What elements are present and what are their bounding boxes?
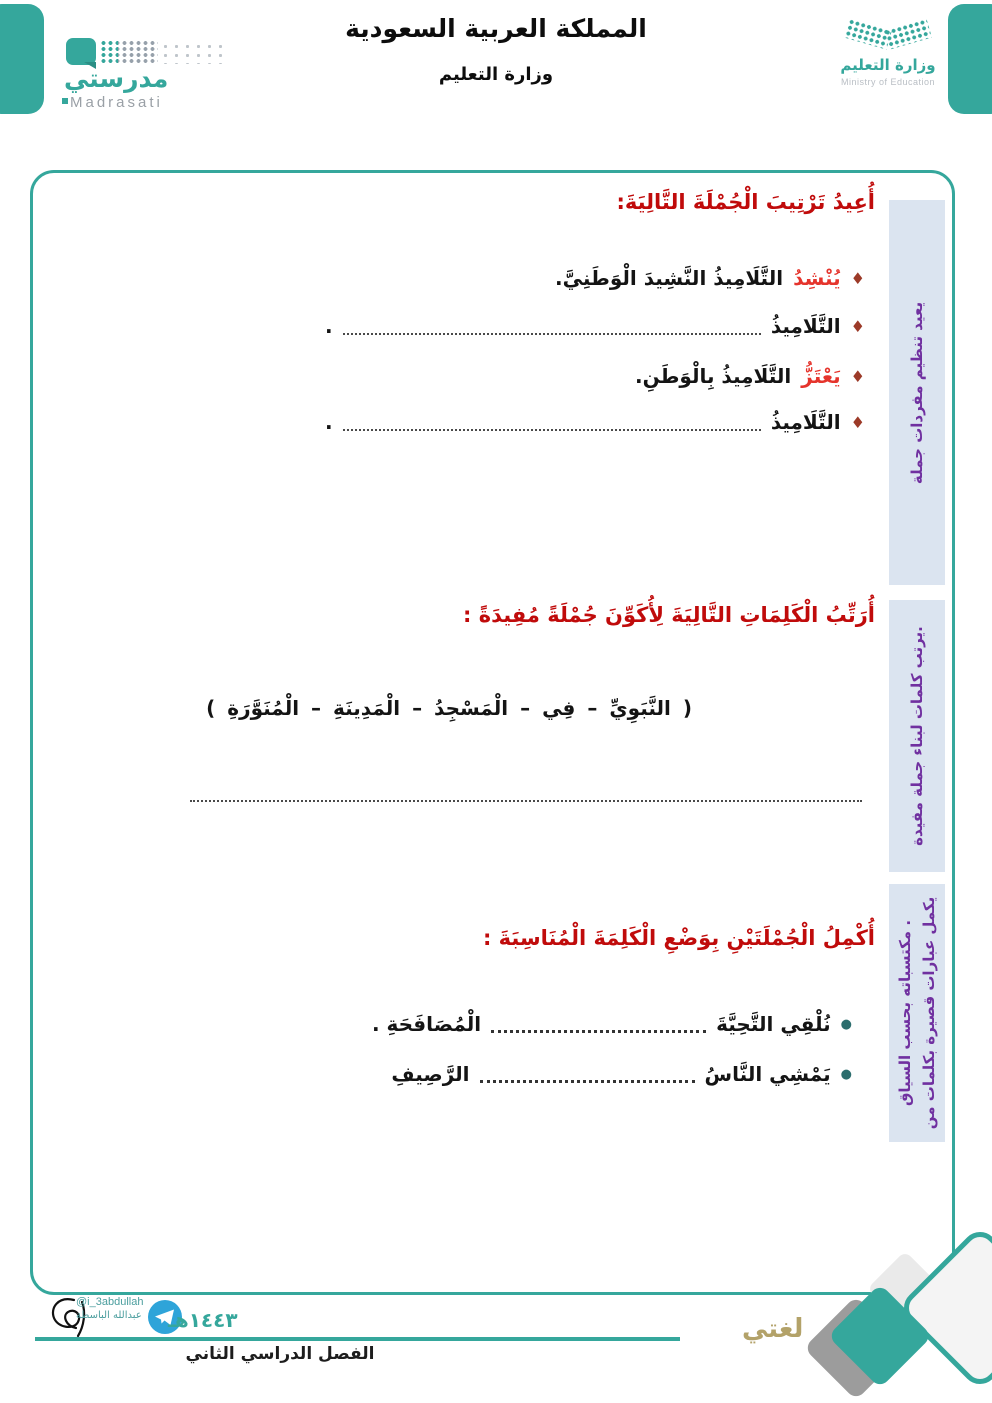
sidebar-skill-1 [889,200,945,585]
footer-divider [35,1337,680,1341]
list-item [372,1062,852,1086]
madrasati-dot-grid-teal [100,40,118,64]
example-text: التَّلَامِيذُ بِالْوَطَنِ. [634,364,792,388]
round-bullet-icon: ● [840,1016,852,1032]
telegram-handle: @i_3abdullah [76,1296,144,1308]
sentence-start: يَمْشِي النَّاسُ [704,1062,831,1086]
example-verb: يَعْتَزُّ [801,364,841,388]
telegram-name: عبدالله الباسطة [76,1309,142,1321]
answer-prompt: التَّلَامِيذُ [770,410,841,434]
madrasati-bubble-icon [66,38,96,65]
sidebar-skill-1-label: يعيد تنظيم مفردات جملة [908,301,926,484]
hijri-year: ١٤٤٣هـ [168,1308,238,1332]
telegram-credit [76,1296,150,1322]
sentence-end: الْمُصَافَحَةِ . [371,1012,482,1036]
diamond-bullet-icon: ♦ [850,412,865,432]
answer-line-end: . [325,410,333,434]
answer-prompt: التَّلَامِيذُ [770,314,841,338]
section1-list [325,266,865,434]
sidebar-skill-2 [889,600,945,872]
list-item [325,314,865,338]
madrasati-arabic-wordmark: مدرستي [64,64,169,93]
example-verb: يُنْشِدُ [793,266,841,290]
subject-label: لغتي [742,1314,804,1344]
list-item [325,410,865,434]
section3-list [372,1012,852,1086]
list-item [372,1012,852,1036]
sidebar-skill-3-label-line1: يكمل عبارات قصيرة بكلمات من [920,896,939,1130]
moe-arabic-label: وزارة التعليم [840,56,936,74]
answer-line [190,800,862,802]
sidebar-skill-3-label-line2: مكتسباته بحسب السياق . [895,919,914,1107]
madrasati-square-dot [62,98,68,104]
sidebar-skill-2-label: يرتب كلمات لبناء جملة مفيدة. [908,626,926,846]
madrasati-logo [58,28,278,110]
sentence-end: الرَّصِيفِ [391,1062,470,1086]
moe-english-label: Ministry of Education [840,77,936,87]
answer-line [491,1030,706,1033]
answer-line [480,1080,695,1083]
diamond-bullet-icon: ♦ [850,268,865,288]
moe-palm-dots-icon [818,24,958,54]
list-item [325,266,865,290]
answer-line [343,429,761,431]
section3-title: أُكْمِلُ الْجُمْلَتَيْنِ بِوَضْعِ الْكَلِمَةَ الْمُنَاسِبَةَ : [482,926,875,950]
madrasati-dot-scatter [160,42,222,64]
madrasati-latin-wordmark: Madrasati [70,94,163,111]
round-bullet-icon: ● [840,1066,852,1082]
sidebar-skill-3 [889,884,945,1142]
word-bank: ( النَّبَوِيِّ – فِي – الْمَسْجِدُ – الْمَدِينَةِ – الْمُنَوَّرَةِ ) [206,696,692,720]
example-text: التَّلَامِيذُ النَّشِيدَ الْوَطَنِيَّ. [555,266,784,290]
ministry-of-education-logo [818,22,958,87]
answer-line-end: . [325,314,333,338]
diamond-bullet-icon: ♦ [850,366,865,386]
section1-title: أُعِيدُ تَرْتِيبَ الْجُمْلَةَ التَّالِيَةَ: [616,190,875,214]
section2-title: أُرَتِّبُ الْكَلِمَاتِ التَّالِيَةَ لِأُكَوِّنَ جُمْلَةً مُفِيدَةً : [462,603,875,627]
list-item [325,364,865,388]
sentence-start: نُلْقِي التَّحِيَّةَ [716,1012,831,1036]
ministry-title: وزارة التعليم [438,64,554,85]
kingdom-title: المملكة العربية السعودية [345,14,647,43]
answer-line [343,333,761,335]
semester-label: الفصل الدراسي الثاني [185,1344,375,1364]
diamond-bullet-icon: ♦ [850,316,865,336]
